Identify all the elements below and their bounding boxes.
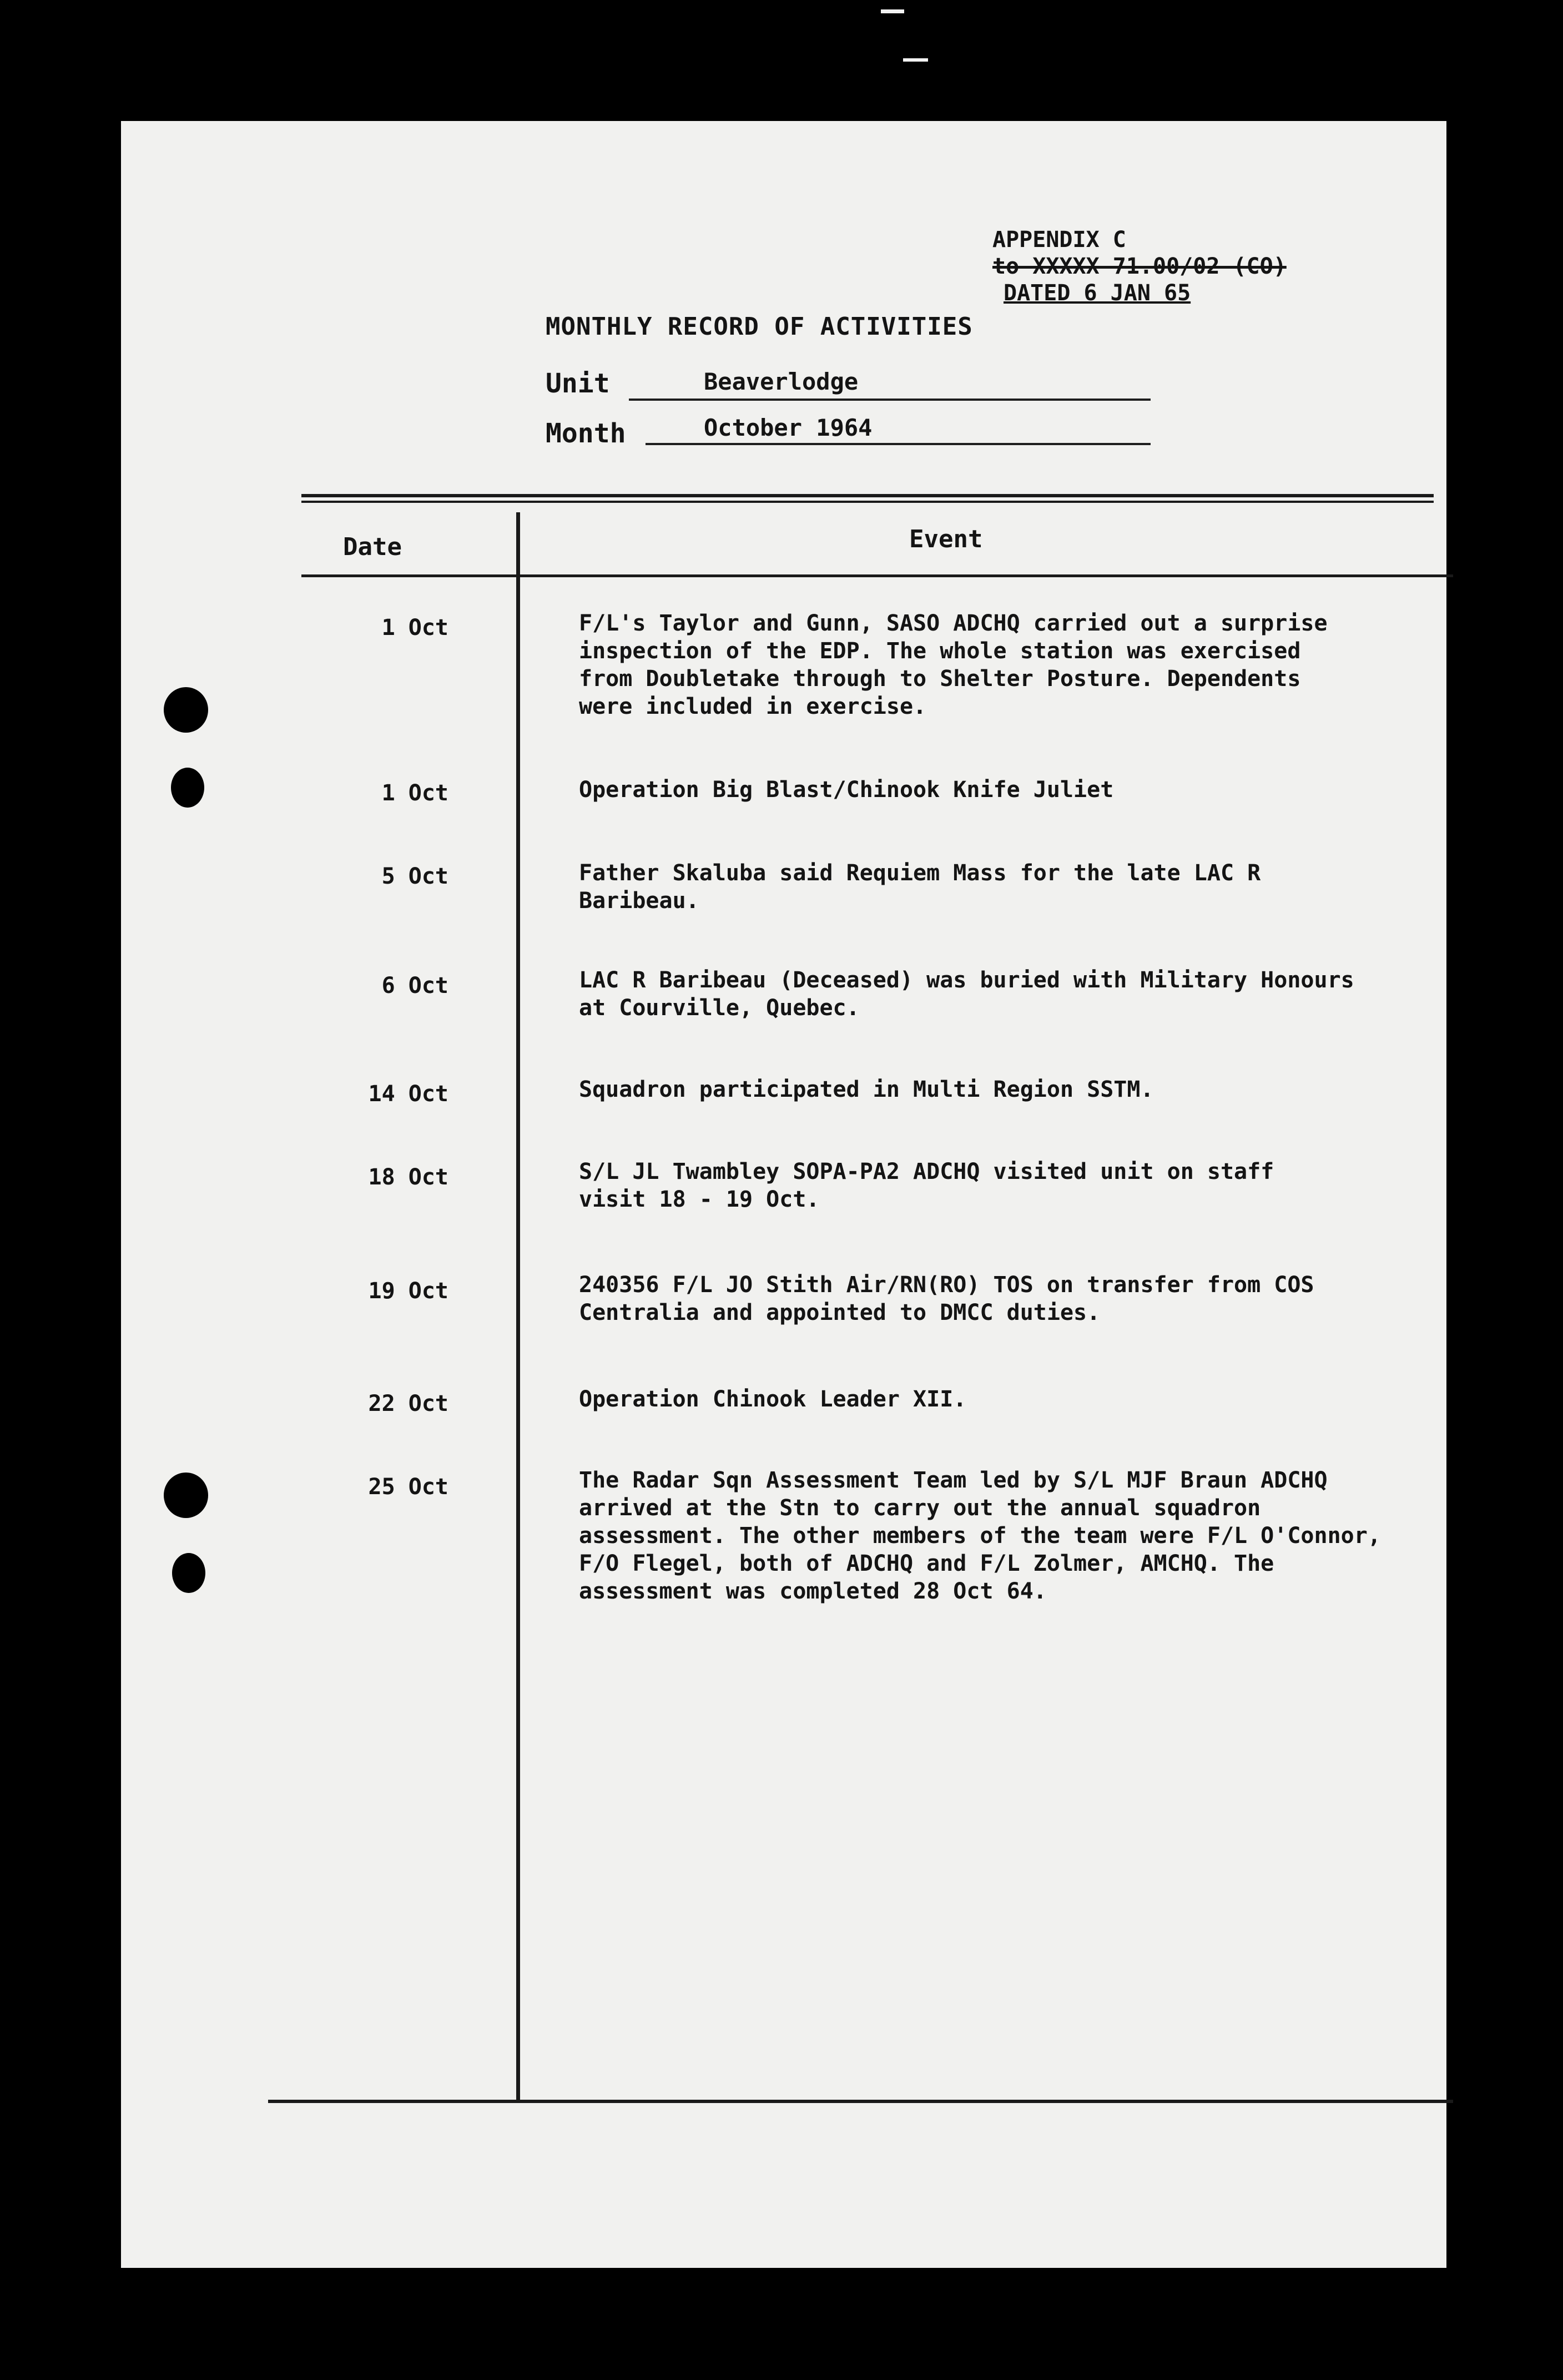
row-event: Operation Chinook Leader XII. <box>579 1386 967 1412</box>
row-event: 240356 F/L JO Stith Air/RN(RO) TOS on transfer from COS Centralia and appointed to DMCC duties. <box>579 1272 1314 1325</box>
appendix-line: DATED 6 JAN 65 <box>1004 280 1191 306</box>
punch-hole <box>171 768 204 808</box>
row-date: 25 Oct <box>368 1474 448 1500</box>
document-page <box>121 121 1446 2268</box>
row-date: 1 Oct <box>381 615 448 641</box>
unit-label: Unit <box>546 368 610 399</box>
punch-hole <box>172 1553 205 1593</box>
appendix-line: APPENDIX C <box>992 227 1126 253</box>
month-value: October 1964 <box>704 414 873 441</box>
row-event: Operation Big Blast/Chinook Knife Juliet <box>579 777 1114 803</box>
page-title: MONTHLY RECORD OF ACTIVITIES <box>546 312 973 341</box>
table-bottom-rule <box>268 2100 1453 2103</box>
row-date: 18 Oct <box>368 1164 448 1190</box>
header-rule <box>301 574 1453 577</box>
row-date: 19 Oct <box>368 1278 448 1304</box>
row-date: 14 Oct <box>368 1081 448 1107</box>
row-event: F/L's Taylor and Gunn, SASO ADCHQ carried out a surprise inspection of the EDP. The whole station was exercised from Doubletake through to Shelter Posture. Dependents were included in exercise. <box>579 611 1328 719</box>
row-event: S/L JL Twambley SOPA-PA2 ADCHQ visited unit on staff visit 18 - 19 Oct. <box>579 1159 1274 1212</box>
column-divider <box>516 512 520 2102</box>
appendix-line: to XXXXX 71.00/02 (CO) <box>992 254 1287 279</box>
row-date: 22 Oct <box>368 1391 448 1416</box>
appendix-stamp <box>992 226 1287 306</box>
month-label: Month <box>546 418 626 449</box>
table-top-rule <box>301 494 1434 497</box>
row-date: 5 Oct <box>381 864 448 889</box>
month-underline <box>646 443 1151 445</box>
row-date: 1 Oct <box>381 780 448 806</box>
punch-hole <box>164 1473 208 1518</box>
unit-underline <box>629 399 1151 401</box>
row-event: The Radar Sqn Assessment Team led by S/L MJF Braun ADCHQ arrived at the Stn to carry out the annual squadron assessment. The other members of the team were F/L O'Connor, F/O Flegel, both of ADCHQ and F/L Zolmer, AMCHQ. The assessment was completed 28 Oct 64. <box>579 1468 1381 1604</box>
row-date: 6 Oct <box>381 973 448 999</box>
film-mark <box>881 9 904 13</box>
film-mark <box>903 58 928 62</box>
punch-hole <box>164 687 208 733</box>
row-event: LAC R Baribeau (Deceased) was buried with Military Honours at Courville, Quebec. <box>579 967 1354 1021</box>
table-top-rule-2 <box>301 501 1434 503</box>
row-event: Squadron participated in Multi Region SSTM. <box>579 1077 1154 1102</box>
event-column-header: Event <box>909 525 983 553</box>
unit-value: Beaverlodge <box>704 368 859 395</box>
date-column-header: Date <box>343 533 402 561</box>
row-event: Father Skaluba said Requiem Mass for the late LAC R Baribeau. <box>579 860 1261 914</box>
